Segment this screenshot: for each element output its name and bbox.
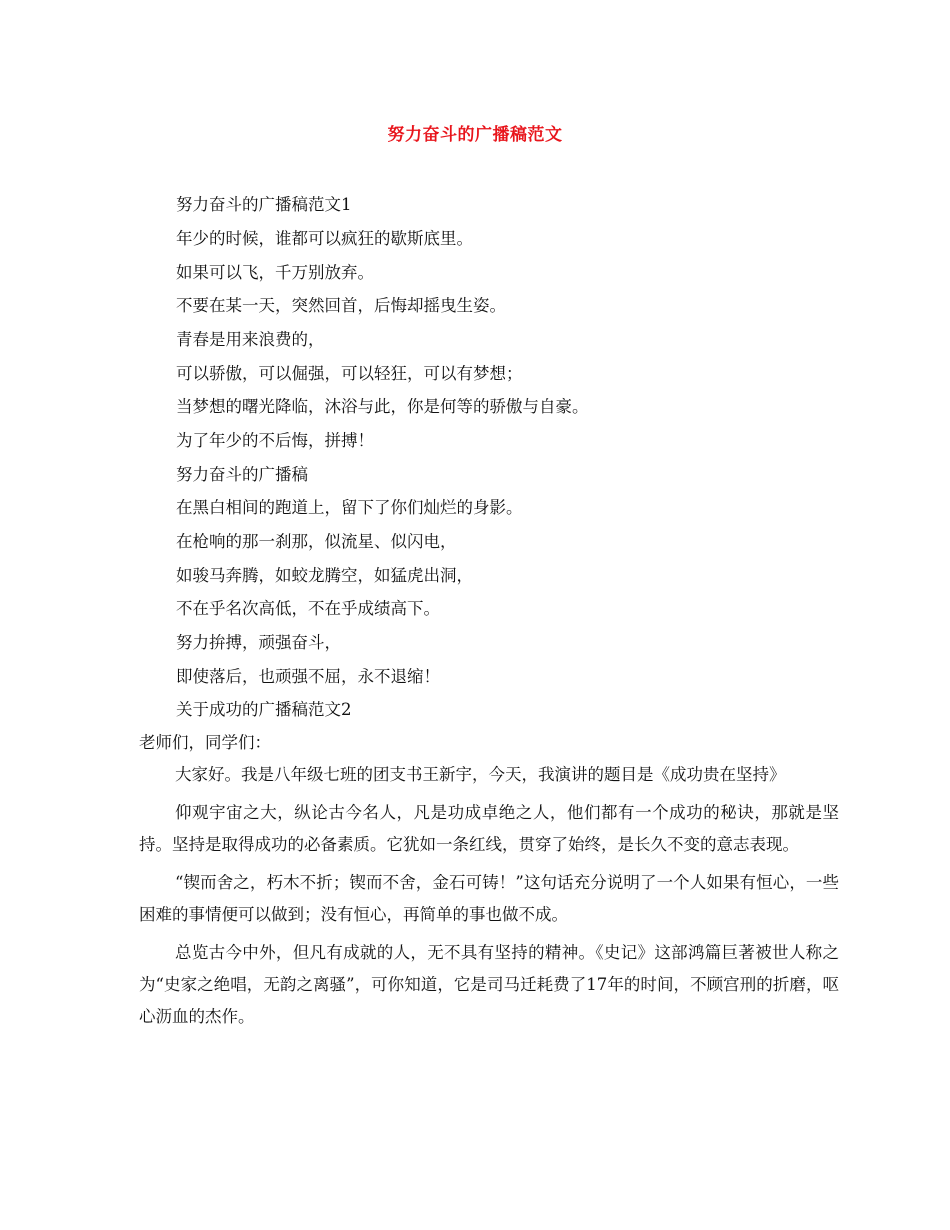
poem-line: 如骏马奔腾，如蛟龙腾空，如猛虎出洞，	[176, 566, 473, 585]
poem-line: 在枪响的那一刹那，似流星、似闪电，	[176, 532, 457, 551]
salutation: 老师们，同学们：	[139, 733, 271, 752]
document-title: 努力奋斗的广播稿范文	[387, 125, 563, 145]
speech-body	[139, 728, 839, 1033]
section-heading: 关于成功的广播稿范文2	[176, 700, 352, 719]
poem-line: 即使落后，也顽强不屈，永不退缩！	[176, 667, 440, 686]
poem-line: 可以骄傲，可以倔强，可以轻狂，可以有梦想；	[176, 364, 523, 383]
paragraph: “锲而舍之，朽木不折；锲而不舍，金石可铸！”这句话充分说明了一个人如果有恒心，一些困难的事情便可以做到；没有恒心，再简单的事也做不成。	[139, 873, 839, 924]
poem-line: 不在乎名次高低，不在乎成绩高下。	[176, 599, 440, 618]
paragraph: 仰观宇宙之大，纵论古今名人，凡是功成卓绝之人，他们都有一个成功的秘诀，那就是坚持。坚持是取得成功的必备素质。它犹如一条红线，贯穿了始终，是长久不变的意志表现。	[139, 803, 839, 854]
poem-line: 在黑白相间的跑道上，留下了你们灿烂的身影。	[176, 498, 523, 517]
paragraph: 大家好。我是八年级七班的团支书王新宇，今天，我演讲的题目是《成功贵在坚持》	[175, 765, 786, 784]
paragraph: 总览古今中外，但凡有成就的人，无不具有坚持的精神。《史记》这部鸿篇巨著被世人称之为“史家之绝唱，无韵之离骚”，可你知道，它是司马迁耗费了17年的时间，不顾宫刑的折磨，呕心沥血的杰作。	[139, 943, 839, 1026]
poem-line: 不要在某一天，突然回首，后悔却摇曳生姿。	[176, 296, 506, 315]
poem-line: 如果可以飞，千万别放弃。	[176, 263, 374, 282]
poem-line: 努力奋斗的广播稿范文1	[176, 195, 352, 214]
poem-line: 当梦想的曙光降临，沐浴与此，你是何等的骄傲与自豪。	[176, 397, 589, 416]
poem-line: 年少的时候，谁都可以疯狂的歇斯底里。	[176, 229, 473, 248]
poem-line: 努力拚搏，顽强奋斗，	[176, 633, 341, 652]
poem-line: 努力奋斗的广播稿	[176, 465, 308, 484]
poem-line: 青春是用来浪费的，	[176, 330, 325, 349]
poem-line: 为了年少的不后悔，拼搏！	[176, 431, 374, 450]
